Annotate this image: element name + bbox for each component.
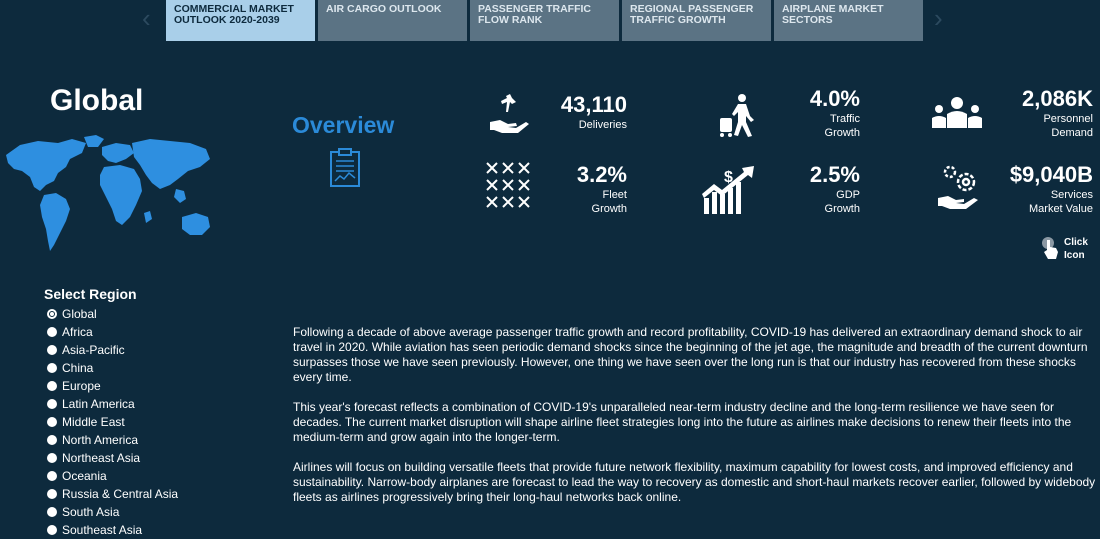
region-option-south-asia[interactable] xyxy=(47,503,178,521)
region-label: Russia & Central Asia xyxy=(62,487,179,501)
personnel-icon[interactable] xyxy=(930,96,984,130)
region-option-europe[interactable] xyxy=(47,377,178,395)
click-hint-line1: Click xyxy=(1064,237,1088,248)
region-label: Middle East xyxy=(62,415,125,429)
radio-icon[interactable] xyxy=(47,399,57,409)
region-option-russia-central-asia[interactable] xyxy=(47,485,178,503)
radio-icon[interactable] xyxy=(47,453,57,463)
stat-gdp-growth xyxy=(810,162,860,216)
stat-label: Traffic xyxy=(830,113,860,125)
stat-label: Personnel xyxy=(1043,113,1093,125)
stat-label: Growth xyxy=(824,203,860,215)
stat-fleet-growth xyxy=(577,162,627,216)
stat-personnel-demand xyxy=(1022,86,1093,140)
click-icon-hint[interactable] xyxy=(1040,236,1088,262)
region-label: South Asia xyxy=(62,505,120,519)
services-gear-icon[interactable] xyxy=(936,162,986,212)
airplanes-icon[interactable] xyxy=(484,160,534,212)
radio-icon[interactable] xyxy=(47,525,57,535)
radio-selected-icon[interactable] xyxy=(47,309,57,319)
hand-pointer-icon xyxy=(1040,236,1060,260)
region-option-china[interactable] xyxy=(47,359,178,377)
stat-value: $9,040B xyxy=(1009,162,1093,187)
radio-icon[interactable] xyxy=(47,417,57,427)
region-option-north-america[interactable] xyxy=(47,431,178,449)
radio-icon[interactable] xyxy=(47,327,57,337)
overview-heading: Overview xyxy=(292,112,395,138)
region-option-middle-east[interactable] xyxy=(47,413,178,431)
stat-value: 3.2% xyxy=(576,162,627,187)
region-option-asia-pacific[interactable] xyxy=(47,341,178,359)
region-label: China xyxy=(62,361,94,375)
region-label: Latin America xyxy=(62,397,135,411)
region-option-africa[interactable] xyxy=(47,323,178,341)
stat-deliveries xyxy=(561,92,627,132)
tab-air-cargo-outlook[interactable]: AIR CARGO OUTLOOK xyxy=(318,0,467,41)
stat-value: 2.5% xyxy=(809,162,860,187)
tab-commercial-market-outlook[interactable]: COMMERCIAL MARKET OUTLOOK 2020-2039 xyxy=(166,0,315,41)
tab-regional-passenger-traffic-growth[interactable]: REGIONAL PASSENGER TRAFFIC GROWTH xyxy=(622,0,771,41)
region-label: Europe xyxy=(62,379,101,393)
stat-value: 4.0% xyxy=(809,86,860,111)
paragraph: Following a decade of above average passenger traffic growth and record profitability, COVID-19 has delivered an extraordinary demand shock to air travel in 2020. While aviation has seen periodic demand shocks since the beginning of the jet age, the magnitude and breadth of the current downturn surpasses those we have seen previously. However, one thing we have seen over the long run is that our industry has recovered from these shocks every time. xyxy=(293,325,1088,384)
stat-label: Growth xyxy=(591,203,627,215)
click-hint-line2: Icon xyxy=(1064,250,1085,261)
clipboard-chart-icon[interactable] xyxy=(329,148,361,188)
chevron-left-icon[interactable]: ‹ xyxy=(142,3,151,33)
select-region-label: Select Region xyxy=(44,286,137,302)
radio-icon[interactable] xyxy=(47,381,57,391)
stat-value: 2,086K xyxy=(1022,86,1093,111)
stat-label: Services xyxy=(1050,189,1093,201)
paragraph: This year's forecast reflects a combination of COVID-19's unparalleled near-term industry decline and the long-term resilience we have seen for decades. The current market disruption will shape airline fleet strategies long into the future as airlines make decisions to renew their fleets into the medium-term and grow again into the longer-term. xyxy=(293,400,1072,444)
stat-traffic-growth xyxy=(810,86,860,140)
region-label: Southeast Asia xyxy=(62,523,143,537)
region-label: Global xyxy=(62,307,97,321)
chevron-right-icon[interactable]: › xyxy=(934,3,943,33)
radio-icon[interactable] xyxy=(47,507,57,517)
region-label: Africa xyxy=(62,325,93,339)
radio-icon[interactable] xyxy=(47,345,57,355)
radio-icon[interactable] xyxy=(47,471,57,481)
region-label: Oceania xyxy=(62,469,107,483)
stat-services-market-value xyxy=(1010,162,1093,216)
region-label: Northeast Asia xyxy=(62,451,141,465)
stat-label: GDP xyxy=(836,189,860,201)
delivery-hand-icon[interactable] xyxy=(486,92,532,136)
radio-icon[interactable] xyxy=(47,489,57,499)
stat-label: Market Value xyxy=(1029,203,1093,215)
tab-bar xyxy=(0,0,1100,42)
svg-text:$: $ xyxy=(724,169,733,186)
region-title: Global xyxy=(50,84,144,117)
world-map-icon xyxy=(0,133,220,263)
stat-label: Deliveries xyxy=(578,119,627,131)
traveler-icon[interactable] xyxy=(716,92,760,138)
radio-icon[interactable] xyxy=(47,363,57,373)
tab-passenger-traffic-flow-rank[interactable]: PASSENGER TRAFFIC FLOW RANK xyxy=(470,0,619,41)
stat-label: Growth xyxy=(824,127,860,139)
stat-label: Demand xyxy=(1051,127,1093,139)
radio-icon[interactable] xyxy=(47,435,57,445)
region-radio-list xyxy=(47,305,178,539)
region-option-southeast-asia[interactable] xyxy=(47,521,178,539)
overview-text xyxy=(293,325,1100,520)
region-option-latin-america[interactable] xyxy=(47,395,178,413)
paragraph: Airlines will focus on building versatile fleets that provide future network flexibility, maximum capability for lowest costs, and improved efficiency and sustainability. Narrow-body airplanes are forecast to lead the way to recovery as domestic and short-haul markets recover earlier, followed by widebody fleets as airlines progressively bring their long-haul networks back online. xyxy=(293,460,1096,504)
stat-label: Fleet xyxy=(602,189,627,201)
region-label: Asia-Pacific xyxy=(62,343,125,357)
tab-airplane-market-sectors[interactable]: AIRPLANE MARKET SECTORS xyxy=(774,0,923,41)
region-option-global[interactable] xyxy=(47,305,178,323)
stat-value: 43,110 xyxy=(560,92,627,117)
region-label: North America xyxy=(62,433,139,447)
gdp-chart-icon[interactable] xyxy=(700,164,758,216)
region-option-northeast-asia[interactable] xyxy=(47,449,178,467)
region-option-oceania[interactable] xyxy=(47,467,178,485)
